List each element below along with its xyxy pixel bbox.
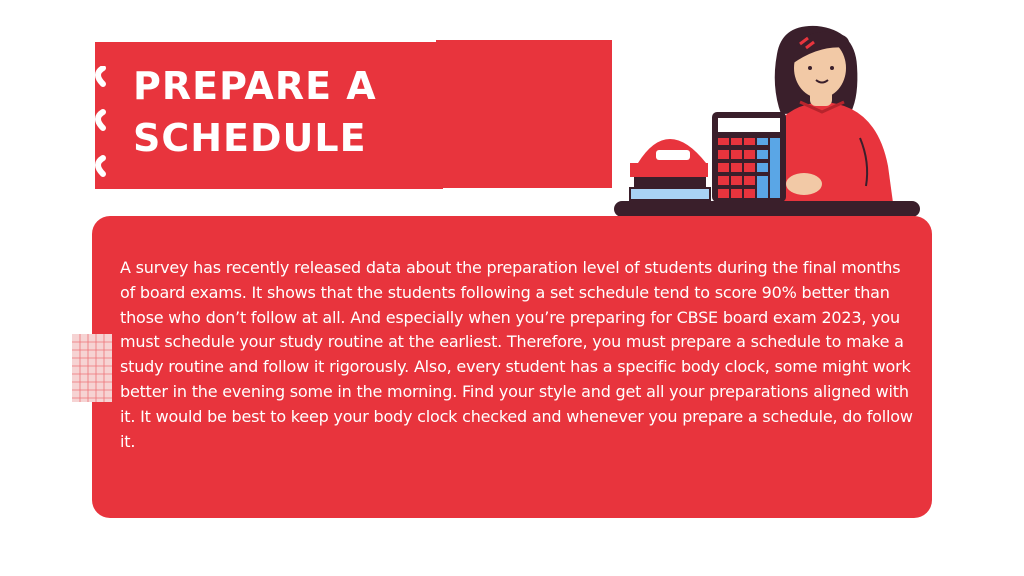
title-line-2: SCHEDULE (133, 116, 367, 160)
grid-sticky-note-icon (72, 334, 112, 402)
body-paragraph: A survey has recently released data about the preparation level of students during the final months of board exams. It shows that the students following a set schedule tend to score 90% better than those who don’t follow at all. And especially when you’re preparing for CBSE board exam 2023, you must schedule your study routine at the earliest. Therefore, you must prepare a schedule to make a study routine and follow it rigorously. Also, every student has a specific body clock, some might work better in the evening some in the morning. Find your style and get all your preparations aligned with it. It would be best to keep your body clock checked and whenever you prepare a schedule, do follow it. (120, 258, 913, 451)
title-line-1: PREPARE A (133, 64, 377, 108)
girl-with-calculator-illustration (612, 18, 922, 220)
spiral-binding-icon (93, 66, 119, 190)
page-title (133, 60, 377, 164)
title-banner-extension (436, 40, 612, 188)
calculator-icon (712, 112, 786, 202)
